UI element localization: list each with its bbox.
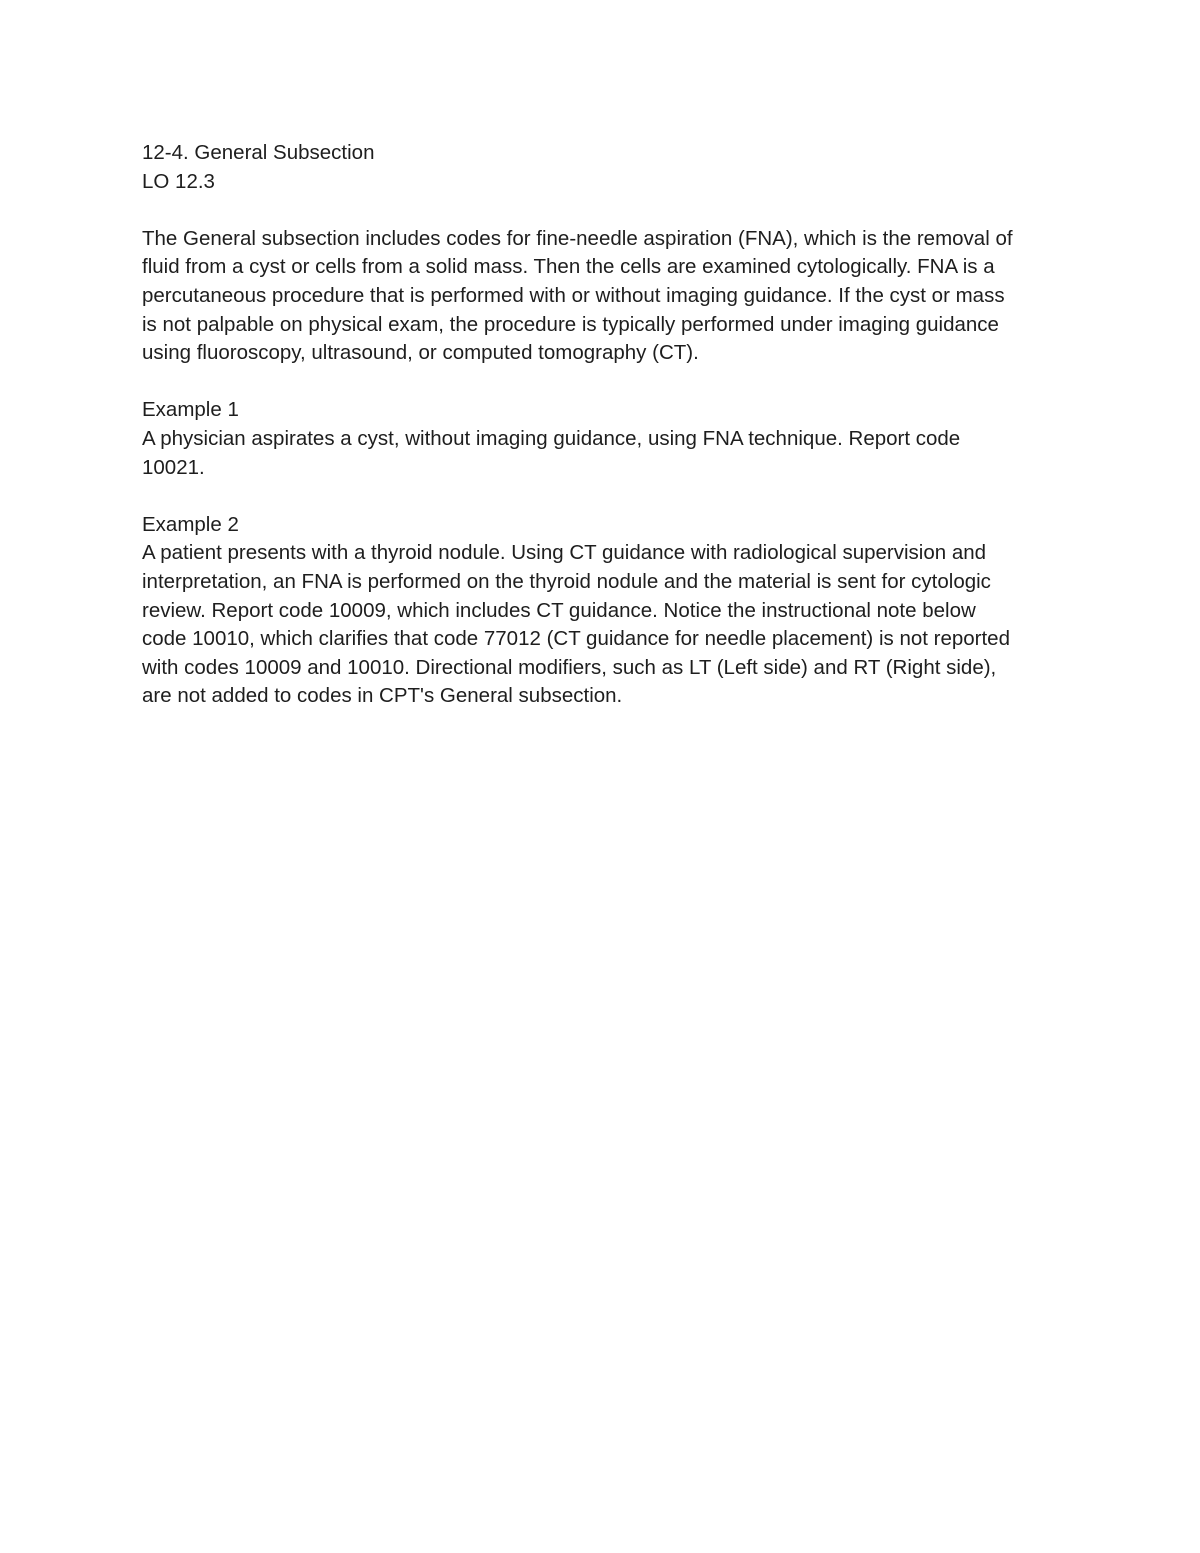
example-2-line: A patient presents with a thyroid nodule. Using CT guidance with radiological supervision and [142,541,987,565]
intro-line: The General subsection includes codes for fine-needle aspiration (FNA), which is the removal of [142,226,1013,250]
learning-objective: LO 12.3 [142,169,215,193]
intro-line: fluid from a cyst or cells from a solid mass. Then the cells are examined cytologically. FNA is a [142,255,995,279]
example-1-title: Example 1 [142,398,239,422]
intro-line: using fluoroscopy, ultrasound, or computed tomography (CT). [142,341,699,365]
document-body [142,139,1072,711]
paragraph-spacer [142,196,1072,225]
intro-line: is not palpable on physical exam, the procedure is typically performed under imaging guidance [142,312,999,336]
intro-line: percutaneous procedure that is performed with or without imaging guidance. If the cyst or mass [142,283,1005,307]
example-2-line: with codes 10009 and 10010. Directional modifiers, such as LT (Left side) and RT (Right side), [142,655,997,679]
example-1 [142,396,1072,482]
example-2-line: interpretation, an FNA is performed on the thyroid nodule and the material is sent for cytologic [142,569,991,593]
example-1-line: 10021. [142,455,205,479]
example-2-title: Example 2 [142,512,239,536]
example-1-line: A physician aspirates a cyst, without imaging guidance, using FNA technique. Report code [142,426,961,450]
section-heading: 12-4. General Subsection [142,141,375,164]
example-2-line: code 10010, which clarifies that code 77012 (CT guidance for needle placement) is not reported [142,627,1010,651]
paragraph-spacer [142,368,1072,397]
intro-paragraph [142,225,1072,368]
paragraph-spacer [142,482,1072,511]
example-2-line: review. Report code 10009, which includes CT guidance. Notice the instructional note below [142,598,976,622]
example-2 [142,511,1072,711]
example-2-line: are not added to codes in CPT's General subsection. [142,684,623,708]
